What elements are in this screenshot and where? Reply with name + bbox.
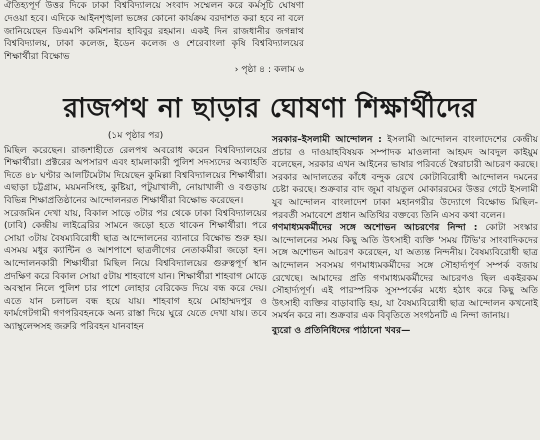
right-column [272,134,538,338]
continued-label: (১ম পৃষ্ঠার পর) [107,130,164,141]
top-story [4,0,304,77]
section-heading: ব্যুরো ও প্রতিনিধিদের পাঠানো খবর— [272,324,411,336]
right-section [272,222,538,323]
jump-reference: › পৃষ্ঠা ৪ : কলাম ৬ [234,63,304,75]
left-column [4,130,267,334]
left-paragraph: মিছিল করেছেন। রাজশাহীতে রেলপথ অবরোধ করেন বিশ্ববিদ্যালয়ের শিক্ষার্থীরা। প্রক্টরের অপসারণ এবং হামলাকারী পুলিশ সদস্যদের অব্যাহতি দিতে ৪৮ ঘণ্টার আলটিমেটাম দিয়েছেন কুমিল্লা বিশ্ববিদ্যালয়ের শিক্ষার্থীরা। এছাড়া চট্টগ্রাম, ময়মনসিংহ, কুষ্টিয়া, পটুয়াখালী, নোয়াখালী ও বগুড়ায় বিভিন্ন শিক্ষাপ্রতিষ্ঠানের আন্দোলনরত শিক্ষার্থীরা বিক্ষোভ করেছেন। [4,144,267,206]
section-heading: সরকার–ইসলামী আন্দোলন : [272,134,382,145]
left-paragraph: সরেজমিন দেখা যায়, বিকাল সাড়ে ৩টার পর থেকে ঢাকা বিশ্ববিদ্যালয়ের (ঢাবি) কেন্দ্রীয় লাইব্রেরির সামনে জড়ো হতে থাকেন শিক্ষার্থীরা। পরে সোয়া ৩টায় বৈষম্যবিরোধী ছাত্র আন্দোলনের ব্যানারে বিক্ষোভ শুরু হয়। এসময় মধুর ক্যান্টিন ও আশপাশে ছাত্রলীগের নেতাকর্মীরা জড়ো হন। আন্দোলনকারী শিক্ষার্থীরা মিছিল নিয়ে বিশ্ববিদ্যালয়ের গুরুত্বপূর্ণ স্থান প্রদক্ষিণ করে বিকাল সোয়া ৫টায় শাহবাগে যান। শিক্ষার্থীরা শাহবাগ মোড়ে অবস্থান নিলে পুলিশ চার পাশে লোহার বেরিকেড দিয়ে বন্ধ করে দেয়। এতে যান চলাচল বন্ধ হয়ে যায়। শাহবাগ হয়ে মোহাম্মদপুর ও ফার্মগেটগামী গণপরিবহনকে অন্য রাস্তা দিয়ে ঘুরে যেতে দেখা যায়। তবে অ্যাম্বুলেন্সসহ জরুরি পরিবহন যানবাহন [4,207,267,332]
headline: রাজপথ না ছাড়ার ঘোষণা শিক্ষার্থীদের [63,93,477,124]
section-heading: গণমাধ্যমকর্মীদের সঙ্গে অশোভন আচরণের নিন্দা : [272,222,478,234]
section-body: কোটা সংস্কার আন্দোলনের সময় কিছু অতি উৎসাহী ব্যক্তি 'সময় টিভি'র সাংবাদিকদের সঙ্গে অশোভন আচরণ করেছেন, যা অত্যন্ত নিন্দনীয়। বৈষম্যবিরোধী ছাত্র আন্দোলন সবসময় গণমাধ্যমকর্মীদের সঙ্গে সৌহার্দ্যপূর্ণ সম্পর্ক বজায় রেখেছে। আমাদের প্রতি গণমাধ্যমকর্মীদের আচরণও ছিল একইরকম সৌহার্দ্যপূর্ণ। এই পারস্পরিক সুসম্পর্কের মধ্যে হঠাৎ করে কিছু অতি উৎসাহী ব্যক্তির বাড়াবাড়ি হয়, যা বৈষম্যবিরোধী ছাত্র আন্দোলন কখনোই সমর্থন করে না। শুক্রবার এক বিবৃতিতে সংগঠনটি এ নিন্দা জানায়। [272,222,538,322]
right-section [272,134,538,222]
section-body: ইসলামী আন্দোলন বাংলাদেশের কেন্দ্রীয় প্রচার ও দাওয়াহবিষয়ক সম্পাদক মাওলানা আহমদ আবদুল কাইয়ুম বলেছেন, সরকার এখন আইনের ভাষার পরিবর্তে স্বৈরাচারী আচরণ করছে। সরকার আদালতের কাঁধে বন্দুক রেখে কোটাবিরোধী আন্দোলন দমনের চেষ্টা করছে। শুক্রবার বাদ জুমা বায়তুল মোকাররমের উত্তর গেটে ইসলামী যুব আন্দোলন বাংলাদেশ ঢাকা মহানগরীর উদ্যোগে বিক্ষোভ মিছিল-পরবর্তী সমাবেশে প্রধান অতিথির বক্তব্যে তিনি এসব কথা বলেন। [272,134,538,221]
top-story-body: ঐতিহ্যপূর্ণ উত্তর দিকে ঢাকা বিশ্ববিদ্যালয়ে সংবাদ সম্মেলন করে কর্মসূচি ঘোষণা দেওয়া হবে। এদিকে আইনশৃঙ্খলা ভঙ্গের কোনো কার্যক্রম বরদাশত করা হবে না বলে জানিয়েছেন ডিএমপি কমিশনার হাবিবুর রহমান। একই দিন রাজধানীর জগন্নাথ বিশ্ববিদ্যালয়, ঢাকা কলেজ, ইডেন কলেজ ও শেরেবাংলা কৃষি বিশ্ববিদ্যালয়ের শিক্ষার্থীরা বিক্ষোভ [4,0,304,63]
